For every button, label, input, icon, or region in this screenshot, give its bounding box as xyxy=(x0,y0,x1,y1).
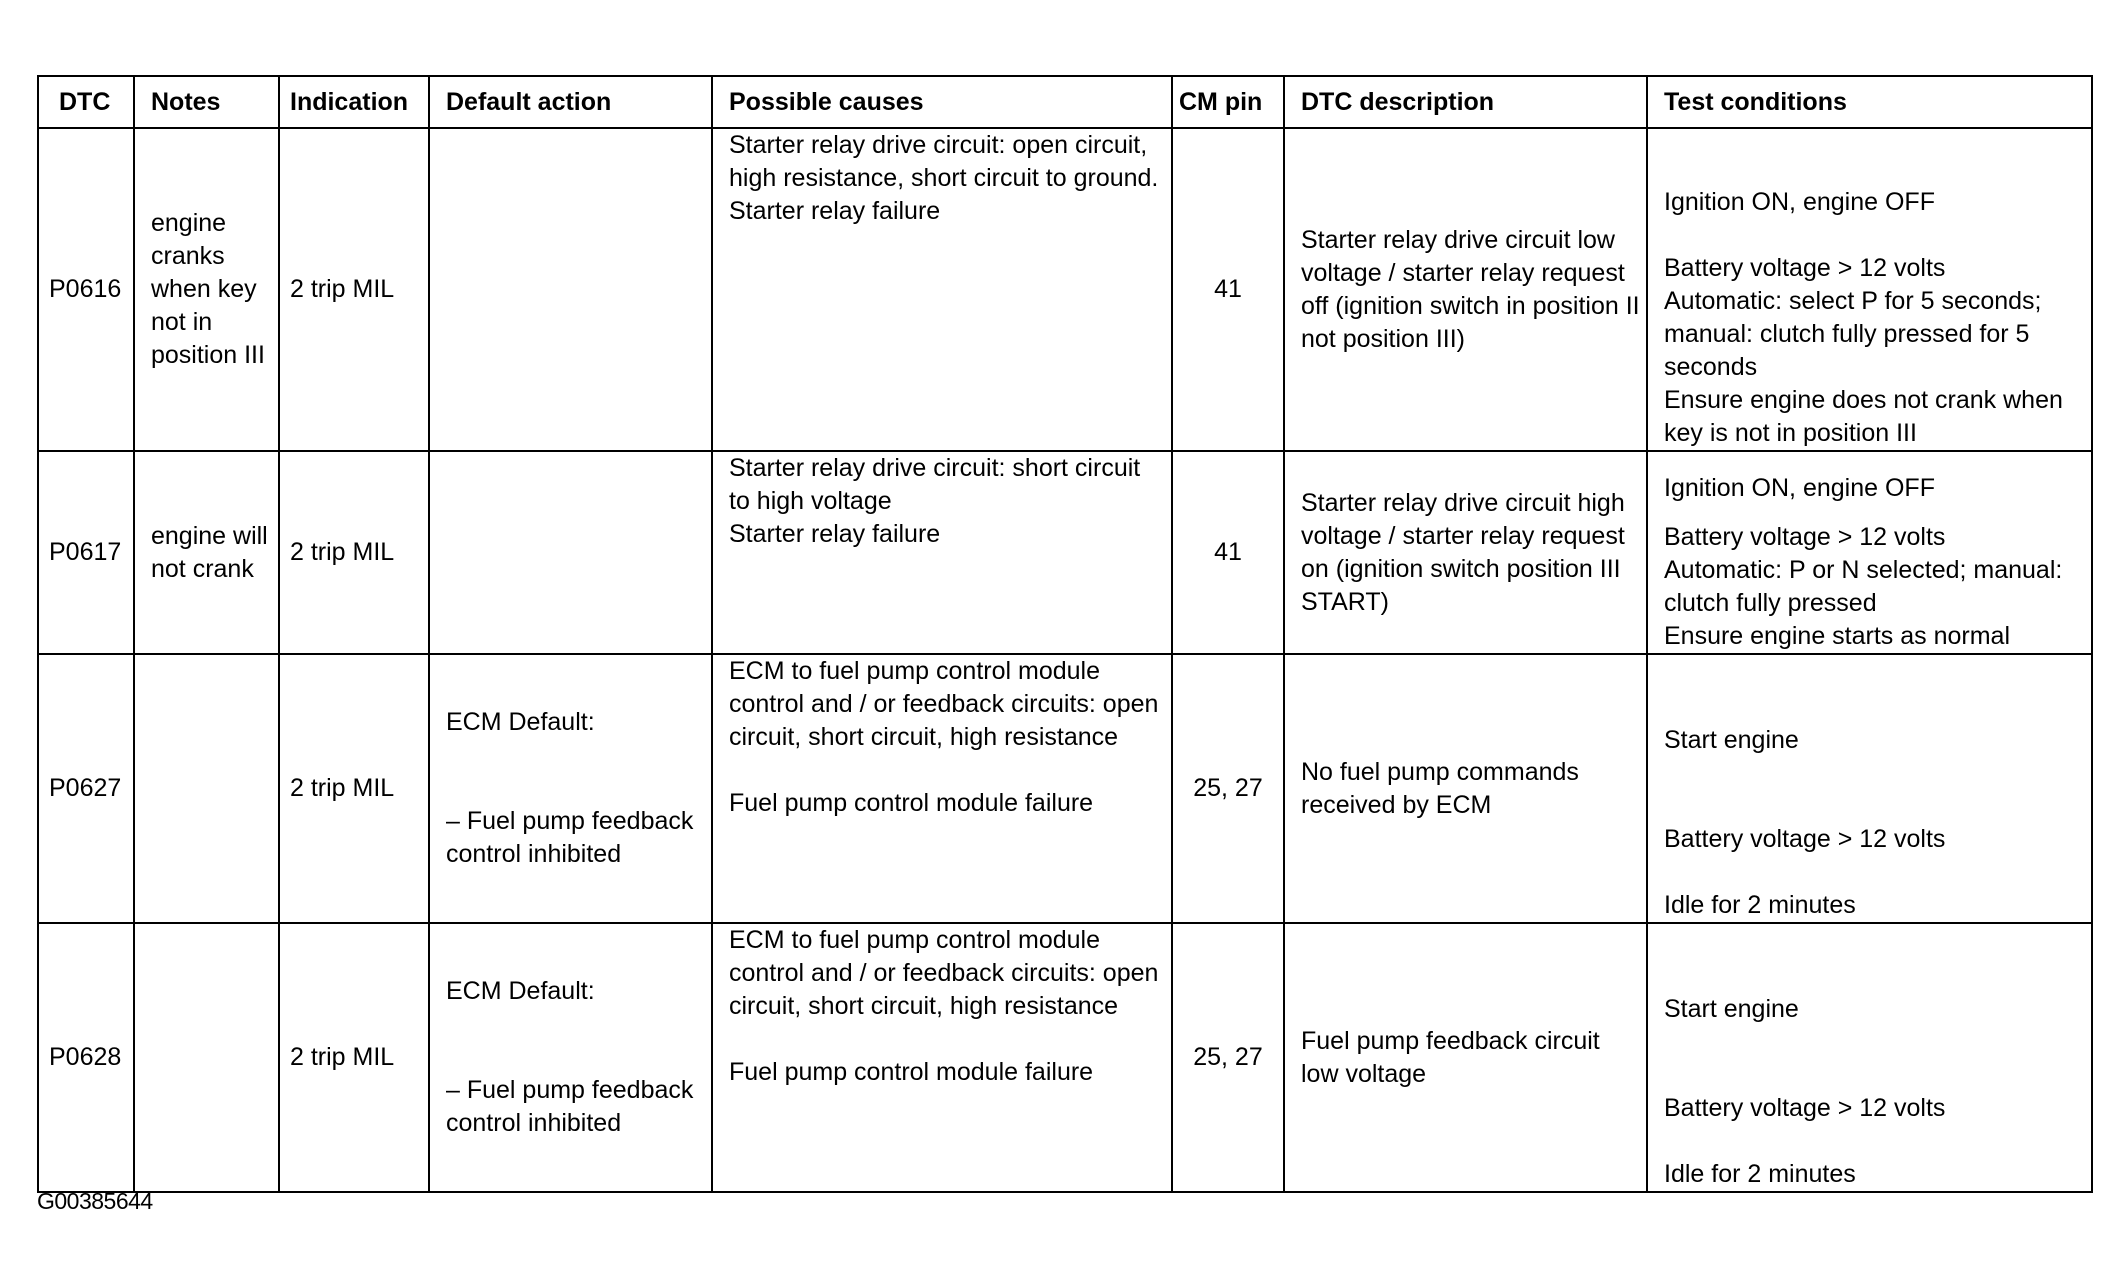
header-indication: Indication xyxy=(279,76,429,128)
test-conditions-cell xyxy=(1647,451,2092,654)
cause-gap xyxy=(729,754,1165,787)
notes-cell: engine cranks when key not in position III xyxy=(134,128,279,451)
indication-cell: 2 trip MIL xyxy=(279,451,429,654)
default-action-title: ECM Default: xyxy=(446,977,595,1005)
test-gap xyxy=(1664,1026,2085,1092)
indication-cell: 2 trip MIL xyxy=(279,654,429,923)
cause-text: Starter relay failure xyxy=(729,520,941,548)
dtc-description-cell: Fuel pump feedback circuit low voltage xyxy=(1284,923,1647,1192)
cause-text: Fuel pump control module failure xyxy=(729,1058,1094,1086)
test-condition: Idle for 2 minutes xyxy=(1664,1160,1856,1188)
test-gap xyxy=(1664,856,2085,889)
test-condition: Battery voltage > 12 volts xyxy=(1664,523,1946,551)
test-condition: Idle for 2 minutes xyxy=(1664,891,1856,919)
test-condition: Ignition ON, engine OFF xyxy=(1664,188,1935,216)
possible-causes-cell xyxy=(712,128,1172,451)
default-action-gap xyxy=(446,739,705,805)
header-dtc-description: DTC description xyxy=(1284,76,1647,128)
default-action-gap xyxy=(446,1008,705,1074)
cause-text: Starter relay drive circuit: open circuit, high resistance, short circuit to ground. xyxy=(729,131,1159,192)
test-gap xyxy=(1664,1125,2085,1158)
cause-text: ECM to fuel pump control module control and / or feedback circuits: open circuit, short circuit, high resistance xyxy=(729,657,1159,751)
default-action-cell xyxy=(429,923,712,1192)
notes-cell: engine will not crank xyxy=(134,451,279,654)
dtc-description-cell: No fuel pump commands received by ECM xyxy=(1284,654,1647,923)
test-conditions-cell xyxy=(1647,654,2092,923)
table-row xyxy=(38,923,2092,1192)
table-row xyxy=(38,451,2092,654)
notes-cell xyxy=(134,923,279,1192)
test-condition: Automatic: select P for 5 seconds; manual: clutch fully pressed for 5 seconds xyxy=(1664,287,2042,381)
test-condition: Ensure engine does not crank when key is not in position III xyxy=(1664,386,2063,447)
cm-pin-cell: 25, 27 xyxy=(1172,923,1284,1192)
default-action-title: ECM Default: xyxy=(446,708,595,736)
test-condition: Ensure engine starts as normal xyxy=(1664,622,2011,650)
cause-text: Starter relay drive circuit: short circuit to high voltage xyxy=(729,454,1141,515)
possible-causes-cell xyxy=(712,451,1172,654)
table-row xyxy=(38,128,2092,451)
table-row xyxy=(38,654,2092,923)
test-condition: Battery voltage > 12 volts xyxy=(1664,1094,1946,1122)
dtc-code: P0617 xyxy=(38,451,134,654)
cm-pin-cell: 41 xyxy=(1172,451,1284,654)
test-gap xyxy=(1664,219,2085,252)
cause-gap xyxy=(729,1023,1165,1056)
test-condition: Battery voltage > 12 volts xyxy=(1664,254,1946,282)
dtc-table xyxy=(37,75,2093,1193)
cause-text: ECM to fuel pump control module control and / or feedback circuits: open circuit, short circuit, high resistance xyxy=(729,926,1159,1020)
table-header-row xyxy=(38,76,2092,128)
cm-pin-cell: 41 xyxy=(1172,128,1284,451)
dtc-code: P0628 xyxy=(38,923,134,1192)
possible-causes-cell xyxy=(712,654,1172,923)
test-condition: Ignition ON, engine OFF xyxy=(1664,474,1935,502)
cause-text: Fuel pump control module failure xyxy=(729,789,1094,817)
test-conditions-cell xyxy=(1647,923,2092,1192)
test-gap xyxy=(1664,757,2085,823)
dtc-code: P0616 xyxy=(38,128,134,451)
header-dtc: DTC xyxy=(38,76,134,128)
test-condition: Automatic: P or N selected; manual: clutch fully pressed xyxy=(1664,556,2063,617)
header-notes: Notes xyxy=(134,76,279,128)
header-test-conditions: Test conditions xyxy=(1647,76,2092,128)
figure-id-caption: G00385644 xyxy=(37,1188,153,1214)
cause-text: Starter relay failure xyxy=(729,197,941,225)
indication-cell: 2 trip MIL xyxy=(279,128,429,451)
default-action-cell xyxy=(429,128,712,451)
default-action-text: – Fuel pump feedback control inhibited xyxy=(446,1076,694,1137)
default-action-cell xyxy=(429,451,712,654)
indication-cell: 2 trip MIL xyxy=(279,923,429,1192)
header-cm-pin: CM pin xyxy=(1172,76,1284,128)
cm-pin-cell: 25, 27 xyxy=(1172,654,1284,923)
dtc-code: P0627 xyxy=(38,654,134,923)
dtc-description-cell: Starter relay drive circuit high voltage / starter relay request on (ignition switch position III START) xyxy=(1284,451,1647,654)
test-condition: Start engine xyxy=(1664,995,1799,1023)
test-condition: Start engine xyxy=(1664,726,1799,754)
default-action-cell xyxy=(429,654,712,923)
header-default-action: Default action xyxy=(429,76,712,128)
dtc-description-cell: Starter relay drive circuit low voltage / starter relay request off (ignition switch in position II not position III) xyxy=(1284,128,1647,451)
notes-cell xyxy=(134,654,279,923)
test-condition: Battery voltage > 12 volts xyxy=(1664,825,1946,853)
test-conditions-cell xyxy=(1647,128,2092,451)
possible-causes-cell xyxy=(712,923,1172,1192)
header-possible-causes: Possible causes xyxy=(712,76,1172,128)
default-action-text: – Fuel pump feedback control inhibited xyxy=(446,807,694,868)
